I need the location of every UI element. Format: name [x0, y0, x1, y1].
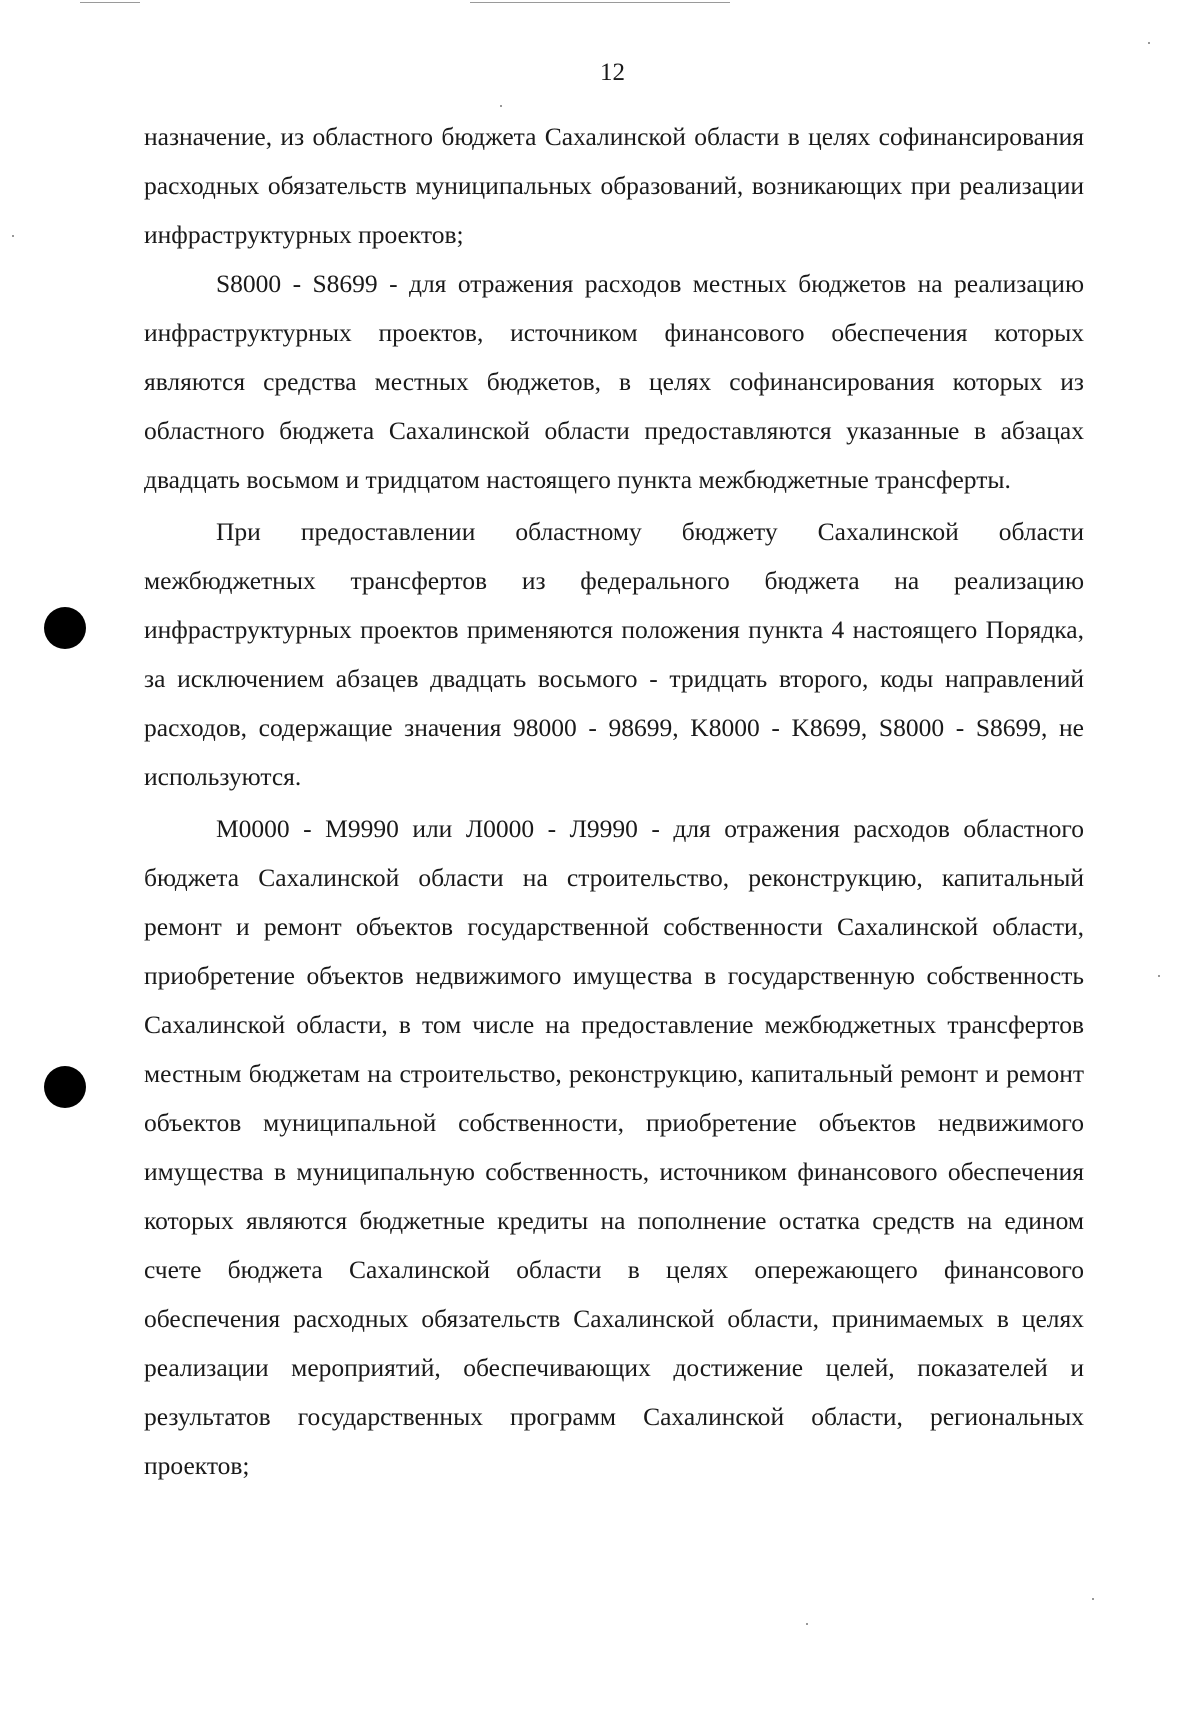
page-number: 12 — [600, 59, 625, 86]
scan-speck — [1092, 1598, 1094, 1600]
punch-hole — [44, 607, 86, 649]
scan-edge-mark — [470, 2, 730, 3]
scan-speck — [806, 1623, 808, 1625]
scan-speck — [1148, 42, 1150, 44]
scan-speck — [1158, 975, 1160, 977]
punch-hole — [44, 1066, 86, 1108]
paragraph-continuation: назначение, из областного бюджета Сахалинской области в целях софинансирования расходных обязательств муниципальных образований, возникающих при реализации инфраструктурных проектов; — [144, 122, 1084, 249]
scan-edge-mark — [80, 2, 140, 3]
paragraph-s8000: S8000 - S8699 - для отражения расходов местных бюджетов на реализацию инфраструктурных проектов, источником финансового обеспечения которых являются средства местных бюджетов, в целях софинансирования которых из областного бюджета Сахалинской области предоставляются указанные в абзацах двадцать восьмом и тридцатом настоящего пункта межбюджетные трансферты. — [144, 269, 1084, 494]
scan-speck — [12, 235, 14, 237]
scan-speck — [500, 105, 502, 107]
paragraph-transfers: При предоставлении областному бюджету Сахалинской области межбюджетных трансфертов из федерального бюджета на реализацию инфраструктурных проектов применяются положения пункта 4 настоящего Порядка, за исключением абзацев двадцать восьмого - тридцать второго, коды направлений расходов, содержащие значения 98000 - 98699, K8000 - K8699, S8000 - S8699, не используются. — [144, 517, 1084, 791]
document-body — [144, 112, 1084, 1490]
paragraph-m0000: M0000 - M9990 или Л0000 - Л9990 - для отражения расходов областного бюджета Сахалинской области на строительство, реконструкцию, капитальный ремонт и ремонт объектов государственной собственности Сахалинской области, приобретение объектов недвижимого имущества в государственную собственность Сахалинской области, в том числе на предоставление межбюджетных трансфертов местным бюджетам на строительство, реконструкцию, капитальный ремонт и ремонт объектов муниципальной собственности, приобретение объектов недвижимого имущества в муниципальную собственность, источником финансового обеспечения которых являются бюджетные кредиты на пополнение остатка средств на едином счете бюджета Сахалинской области в целях опережающего финансового обеспечения расходных обязательств Сахалинской области, принимаемых в целях реализации мероприятий, обеспечивающих достижение целей, показателей и результатов государственных программ Сахалинской области, региональных проектов; — [144, 814, 1084, 1480]
